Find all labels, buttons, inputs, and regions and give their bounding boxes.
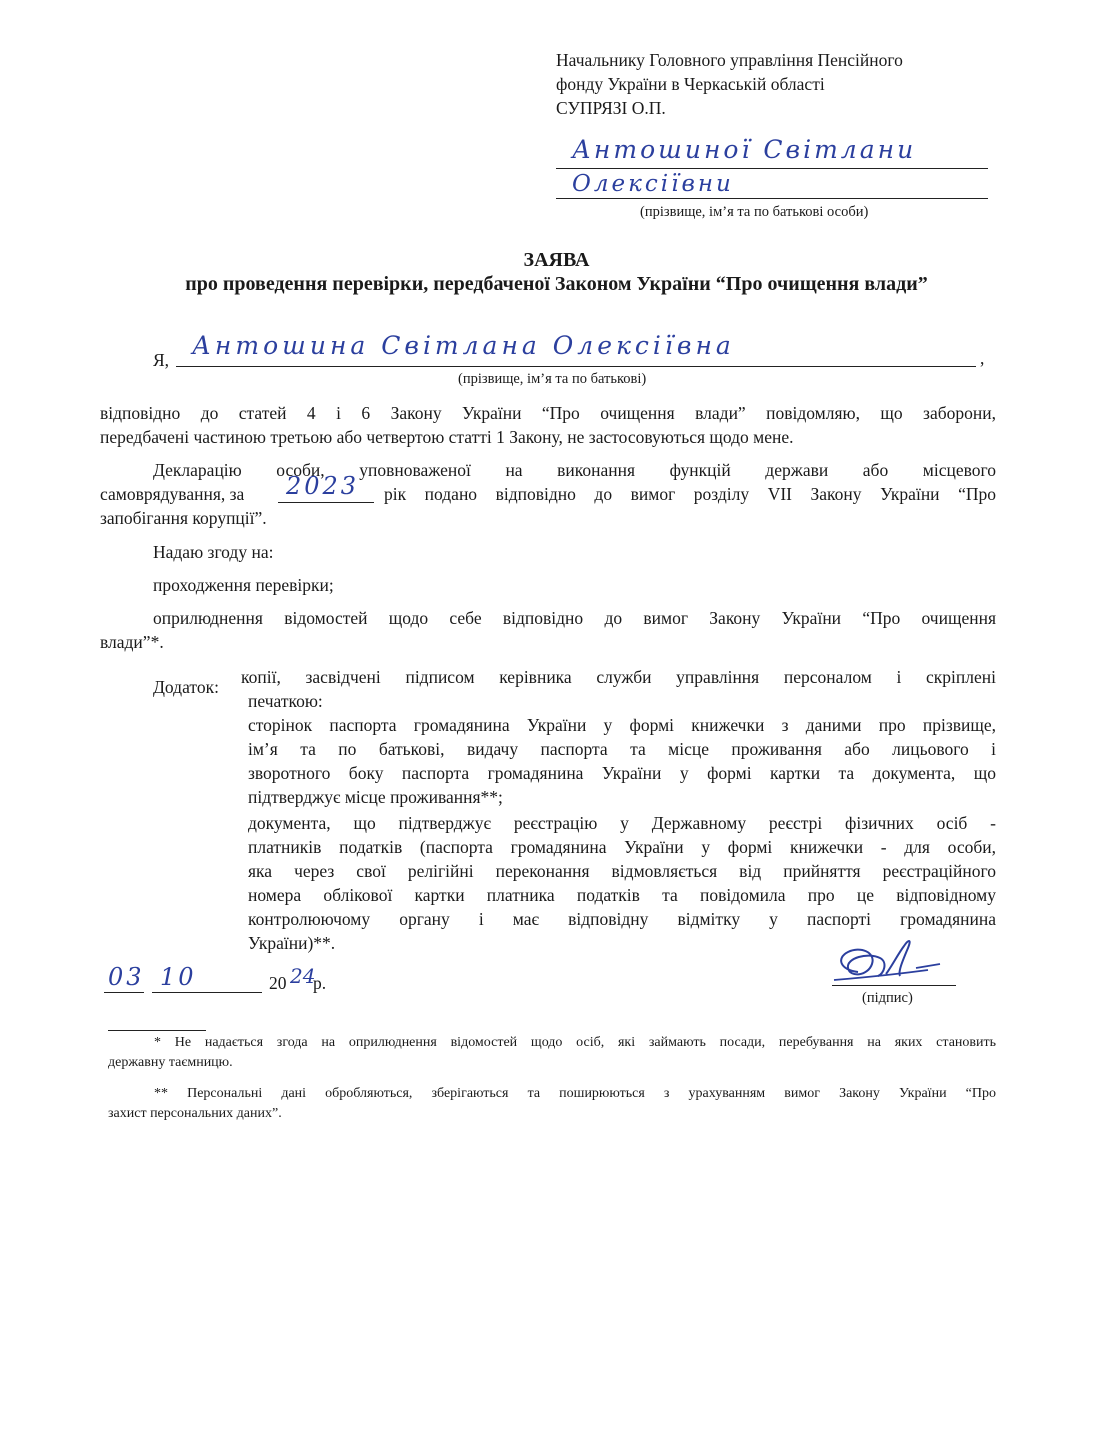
addressee-line-2: фонду України в Черкаській області	[556, 74, 825, 94]
attachment-intro-line-2: печаткою:	[248, 691, 323, 711]
attachment-item-1-line: сторінок паспорта громадянина України у формі книжечки з даними про прізвище,	[248, 715, 996, 735]
statement-caption: (прізвище, ім’я та по батькові)	[458, 371, 647, 387]
attachment-item-2-line: яка через свої релігійні переконання відмовляється від прийняття реєстраційного	[248, 861, 996, 881]
date-suffix: р.	[313, 973, 327, 993]
attachment-item-2-line: номера облікової картки платника податків та повідомила про це відповідному	[248, 885, 996, 905]
consent-intro: Надаю згоду на:	[153, 542, 274, 562]
date-day-handwritten: 03	[108, 963, 145, 991]
applicant-underline-1	[556, 168, 988, 169]
document-title: ЗАЯВА	[523, 249, 590, 271]
statement-comma: ,	[980, 348, 985, 368]
footnote-1-line-1: * Не надається згода на оприлюднення відомостей щодо осіб, які займають посади, перебування на яких становить	[154, 1035, 996, 1050]
attachment-item-2-line: платників податків (паспорта громадянина України у формі книжечки - для особи,	[248, 837, 996, 857]
date-day-underline	[104, 992, 144, 993]
date-year-suffix-handwritten: 24	[290, 964, 316, 988]
statement-name-handwritten: Антошина Світлана Олексіївна	[192, 331, 735, 360]
footnote-separator	[108, 1030, 206, 1031]
addressee-line-1: Начальнику Головного управління Пенсійного	[556, 50, 903, 70]
consent-item-1: проходження перевірки;	[153, 575, 334, 595]
signature-image	[828, 928, 958, 992]
paragraph-2-line-3: запобігання корупції”.	[100, 508, 267, 528]
document-subtitle: про проведення перевірки, передбаченої Законом України “Про очищення влади”	[185, 273, 928, 295]
footnote-2-line-2: захист персональних даних”.	[108, 1106, 282, 1121]
applicant-caption: (прізвище, ім’я та по батькові особи)	[640, 204, 869, 220]
attachment-item-2-line: України)**.	[248, 933, 336, 953]
date-month-underline	[152, 992, 262, 993]
attachment-item-2-line: документа, що підтверджує реєстрацію у Державному реєстрі фізичних осіб -	[248, 813, 996, 833]
attachment-item-1-line: підтверджує місце проживання**;	[248, 787, 503, 807]
addressee-line-3: СУПРЯЗІ О.П.	[556, 98, 666, 118]
attachment-label: Додаток:	[153, 677, 219, 697]
declaration-year-underline	[278, 502, 374, 503]
paragraph-2-line-2-start: самоврядування, за	[100, 484, 245, 504]
attachment-item-1-line: зворотного боку паспорта громадянина України у формі картки та документа, що	[248, 763, 996, 783]
statement-prefix: Я,	[153, 350, 170, 370]
applicant-handwritten-line-2: Олексіївни	[572, 171, 734, 197]
footnote-1-line-2: державну таємницю.	[108, 1055, 233, 1070]
paragraph-2-line-1: Декларацію особи, уповноваженої на виконання функцій держави або місцевого	[153, 460, 996, 480]
attachment-item-1	[248, 713, 996, 809]
addressee-block	[556, 48, 996, 120]
applicant-underline-2	[556, 198, 988, 199]
attachment-intro-line-1: копії, засвідчені підписом керівника служби управління персоналом і скріплені	[241, 667, 996, 687]
paragraph-1-line-1: відповідно до статей 4 і 6 Закону України “Про очищення влади” повідомляю, що заборони,	[100, 403, 996, 423]
consent-item-2-line-2: влади”*.	[100, 632, 164, 652]
paragraph-2-line-2-end: рік подано відповідно до вимог розділу VII Закону України “Про	[384, 484, 996, 504]
consent-item-2-line-1: оприлюднення відомостей щодо себе відповідно до вимог Закону України “Про очищення	[153, 608, 996, 628]
declaration-year-handwritten: 2023	[286, 472, 360, 500]
footnote-2-line-1: ** Персональні дані обробляються, зберігаються та поширюються з урахуванням вимог Закону України “Про	[154, 1086, 996, 1101]
date-year-prefix: 20	[269, 973, 287, 993]
attachment-item-1-line: ім’я та по батькові, видачу паспорта та місце проживання або лицьового і	[248, 739, 996, 759]
applicant-handwritten-line-1: Антошиної Світлани	[572, 135, 917, 164]
signature-caption: (підпис)	[862, 990, 913, 1006]
paragraph-1-line-2: передбачені частиною третьою або четвертою статті 1 Закону, не застосовуються щодо мене.	[100, 427, 794, 447]
attachment-item-2-line: контролюючому органу і має відповідну відмітку у паспорті громадянина	[248, 909, 996, 929]
date-month-handwritten: 10	[160, 963, 197, 991]
